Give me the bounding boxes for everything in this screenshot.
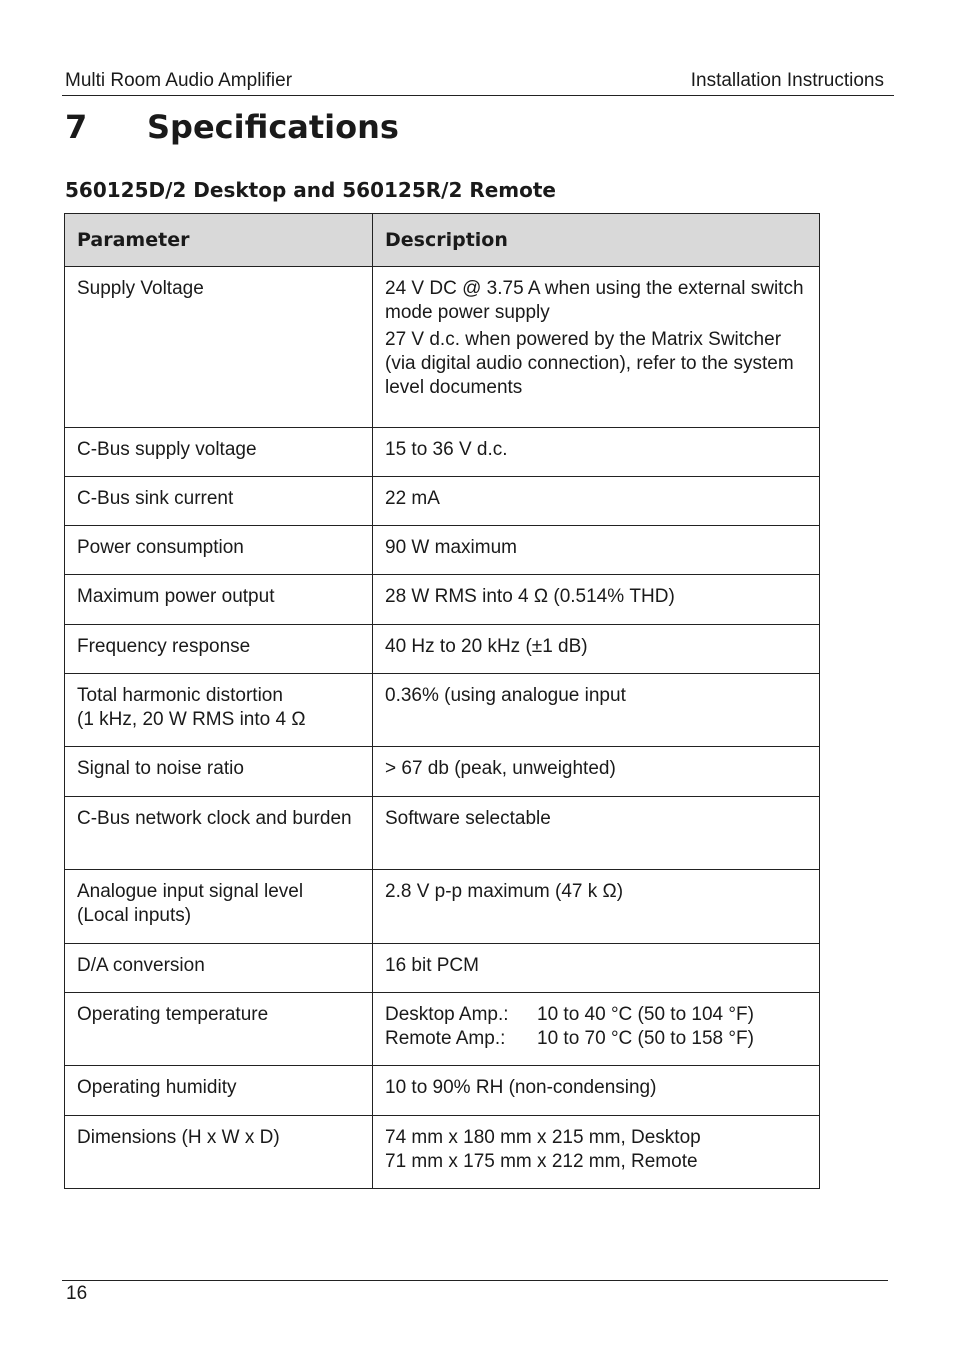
header-divider [62,95,894,96]
description-cell [373,625,820,674]
chapter-title: Specifications [147,108,399,146]
parameter-text: D/A conversion [77,955,205,976]
table-row [65,797,820,870]
description-text: 16 bit PCM [385,955,479,976]
description-value: 10 to 70 °C (50 to 158 °F) [537,1028,754,1049]
parameter-cell [65,1116,373,1189]
column-header-parameter: Parameter [65,214,373,267]
description-cell [373,747,820,797]
table-header-row [65,214,820,267]
chapter-number: 7 [65,108,88,146]
parameter-cell [65,267,373,428]
table-row [65,267,820,428]
table-row [65,944,820,993]
footer-divider [62,1280,888,1281]
parameter-text: Supply Voltage [77,278,204,299]
table-row [65,625,820,674]
description-text: 71 mm x 175 mm x 212 mm, Remote [385,1151,698,1172]
description-cell [373,797,820,870]
description-cell [373,944,820,993]
table-row [65,428,820,477]
table-row [65,993,820,1066]
parameter-text: Signal to noise ratio [77,758,244,779]
description-text: > 67 db (peak, unweighted) [385,758,616,779]
table-row [65,526,820,575]
parameter-text: Operating humidity [77,1077,237,1098]
description-label: Desktop Amp.: [385,1004,509,1025]
table-row [65,477,820,526]
description-cell [373,870,820,944]
parameter-cell [65,428,373,477]
description-text: 10 to 90% RH (non-condensing) [385,1077,657,1098]
parameter-text: Maximum power output [77,586,275,607]
description-text: 22 mA [385,488,440,509]
parameter-text: (1 kHz, 20 W RMS into 4 Ω [77,709,306,730]
page-number: 16 [66,1283,88,1304]
table-row [65,1066,820,1116]
description-text: 74 mm x 180 mm x 215 mm, Desktop [385,1127,701,1148]
parameter-cell [65,477,373,526]
description-text: 27 V d.c. when powered by the Matrix Switcher (via digital audio connection), refer to the system level documents [385,329,794,398]
parameter-cell [65,674,373,747]
description-text: 40 Hz to 20 kHz (±1 dB) [385,636,588,657]
description-text: 24 V DC @ 3.75 A when using the external switch mode power supply [385,278,804,323]
parameter-text: Dimensions (H x W x D) [77,1127,280,1148]
description-text: 90 W maximum [385,537,517,558]
description-cell [373,1116,820,1189]
parameter-text: Power consumption [77,537,244,558]
parameter-text: C-Bus sink current [77,488,234,509]
description-cell [373,526,820,575]
parameter-cell [65,1066,373,1116]
description-text: 28 W RMS into 4 Ω (0.514% THD) [385,586,675,607]
description-cell [373,575,820,625]
parameter-cell [65,526,373,575]
column-header-description: Description [373,214,820,267]
description-text: Software selectable [385,808,551,829]
parameter-cell [65,797,373,870]
parameter-text: Total harmonic distortion [77,685,283,706]
description-text: 0.36% (using analogue input [385,685,626,706]
description-cell [373,1066,820,1116]
table-row [65,870,820,944]
description-cell [373,267,820,428]
description-value: 10 to 40 °C (50 to 104 °F) [537,1004,754,1025]
header-document-type: Installation Instructions [690,70,884,91]
table-row [65,575,820,625]
parameter-text: C-Bus network clock and burden [77,808,352,829]
description-text: 2.8 V p-p maximum (47 k Ω) [385,881,624,902]
description-cell [373,428,820,477]
parameter-text: Operating temperature [77,1004,269,1025]
description-label: Remote Amp.: [385,1028,506,1049]
description-cell [373,993,820,1066]
description-text: 15 to 36 V d.c. [385,439,508,460]
table-row [65,1116,820,1189]
parameter-cell [65,575,373,625]
specifications-table [64,213,820,1189]
chapter-heading [65,108,399,146]
parameter-text: Frequency response [77,636,251,657]
description-cell [373,477,820,526]
parameter-text: Analogue input signal level (Local inputs) [77,881,304,926]
header-document-title: Multi Room Audio Amplifier [65,70,293,91]
table-row [65,674,820,747]
description-line [385,1027,807,1051]
parameter-cell [65,747,373,797]
parameter-cell [65,993,373,1066]
description-cell [373,674,820,747]
parameter-cell [65,870,373,944]
section-title: 560125D/2 Desktop and 560125R/2 Remote [65,178,556,202]
parameter-cell [65,625,373,674]
description-line [385,1003,807,1027]
parameter-text: C-Bus supply voltage [77,439,257,460]
table-row [65,747,820,797]
parameter-cell [65,944,373,993]
